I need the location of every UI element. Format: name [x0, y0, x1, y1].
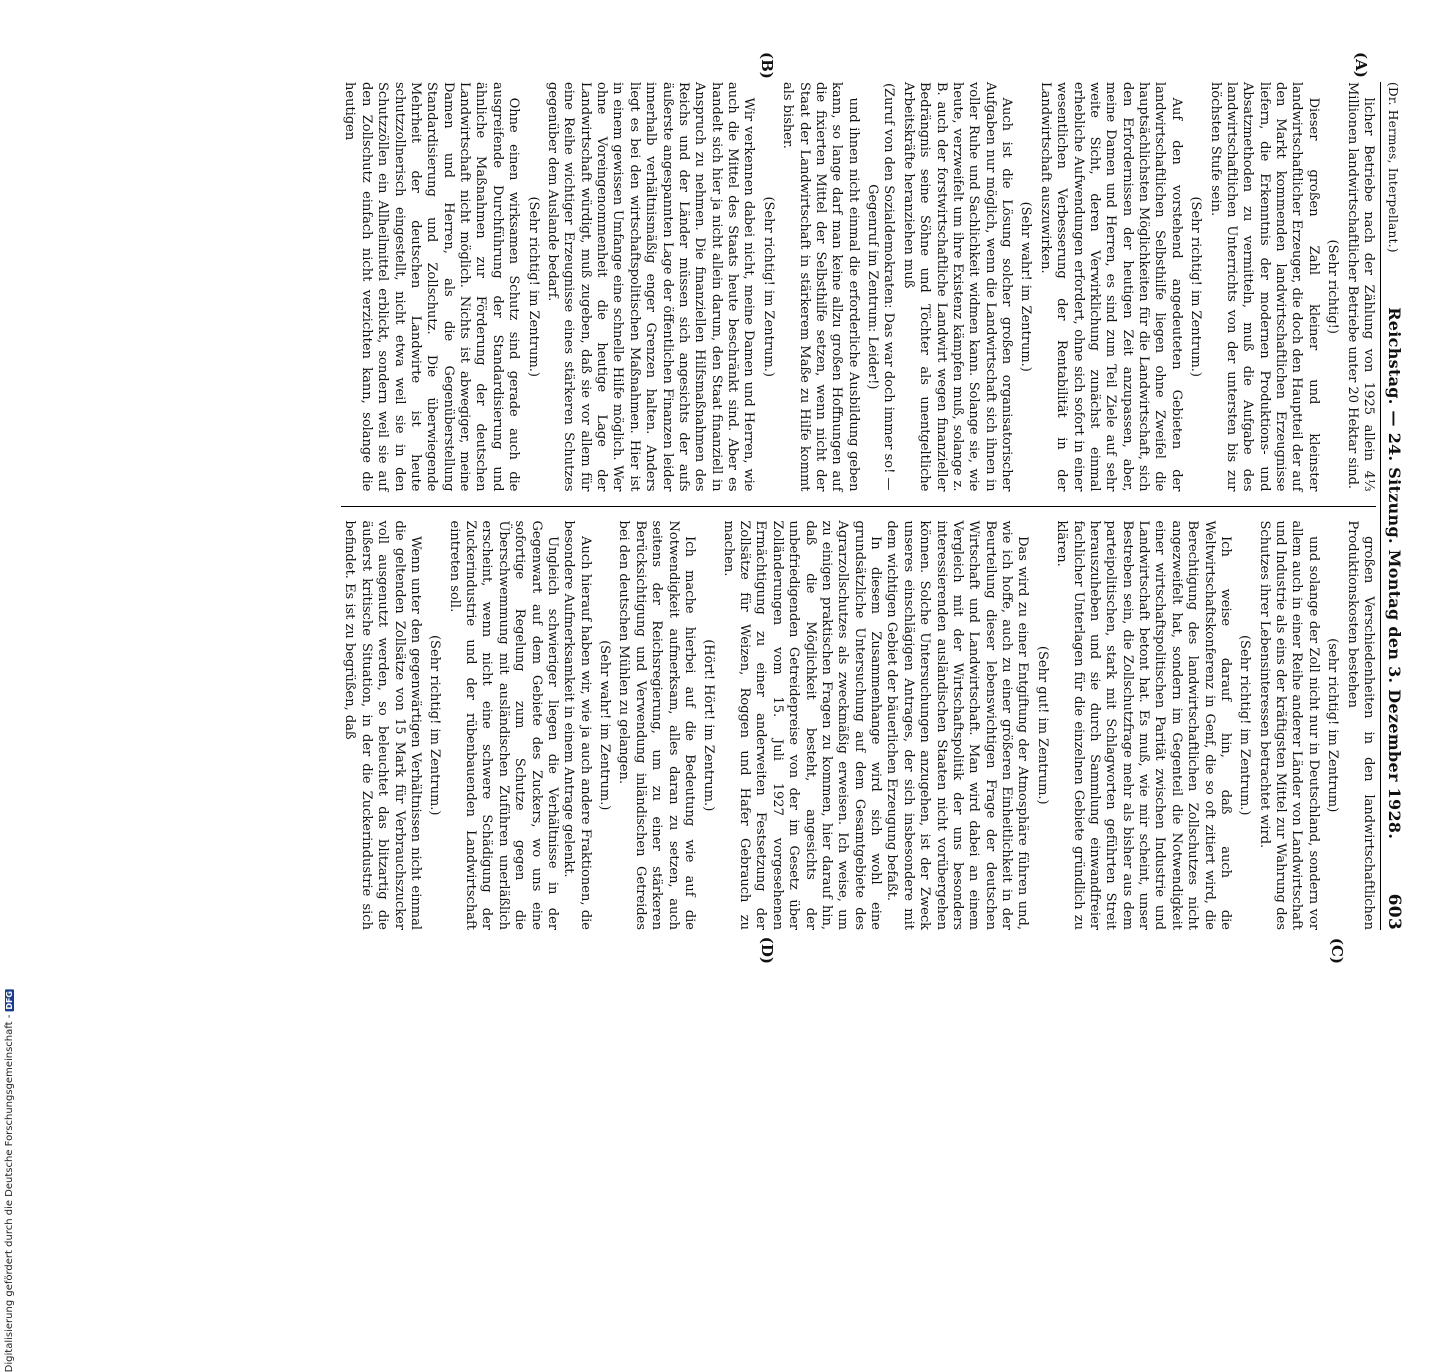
paragraph: Ohne einen wirksamen Schutz sind gerade auch die ausgreifende Durchführung der Standardisierung und ähnliche Maßnahmen zur Förderung der deutschen Landwirtschaft nicht möglich. Nichts ist abwegiger, meine Damen und Herren, als die Gegenüberstellung Standardisierung und Zollschutz. Die überwiegende Mehrheit der deutschen Landwirte ist heute schutzzollnerisch eingestellt, nicht etwa weil sie in den Schutzzöllen ein Allheilmittel erblickt, sondern weil sie auf den Zollschutz einfach nicht verzichten kann, solange die heutigen	[342, 82, 522, 492]
interjection: (Sehr richtig! im Zentrum.)	[525, 196, 541, 378]
margin-marker-b: (B)	[758, 52, 776, 79]
right-column	[341, 521, 1376, 931]
margin-marker-c: (C)	[1328, 937, 1346, 964]
paragraph: Ungleich schwieriger liegen die Verhältnisse in der Gegenwart auf dem Gebiete des Zuckers, wo uns eine sofortige Regelung zum Schutze gegen die Überschwemmung mit ausländischen Zuführen unerläßlich erscheint, wenn nicht eine schwere Schädigung der Zuckerindustrie und der rübenbauenden Landwirtschaft eintreten soll.	[446, 520, 560, 930]
paragraph: Auch ist die Lösung solcher großen organisatorischer Aufgaben nur möglich, wenn die Landwirtschaft sich ihnen in voller Ruhe und Sachlichkeit widmen kann. Solange sie, wie heute, verzweifelt um ihre Existenz kämpfen muß, solange z. B. auch der forstwirtschaftliche Landwirt wegen finanzieller Bedrängnis seine Söhne und Töchter als unentgeltliche Arbeitskräfte heranziehen muß	[900, 82, 1015, 492]
interjection: (Sehr richtig!)	[1325, 239, 1341, 334]
paragraph: Wenn unter den gegenwärtigen Verhältnissen nicht einmal die geltenden Zollsätze von 15 Mark für Verbrauchszucker voll ausgenutzt werden, so beleuchtet das blitzartig die äußerst kritische Situation, in der die Zuckerindustrie sich befindet. Es ist zu begrüßen, daß	[342, 520, 423, 930]
interjection: (Sehr richtig! im Zentrum.)	[427, 634, 443, 816]
column-divider	[341, 506, 1376, 507]
paragraph: und solange der Zoll nicht nur in Deutschland, sondern vor allem auch in einer Reihe anderer Länder von Landwirtschaft und Industrie als eins der kräftigsten Mittel zur Wahrung des Schutzes ihrer Lebensinteressen betrachtet wird.	[1256, 520, 1321, 930]
interjection: (Sehr gut! im Zentrum.)	[1034, 645, 1050, 805]
paragraph: licher Betriebe nach der Zählung von 1925 allein 4⅓ Millionen landwirtschaftlicher Betriebe unter 20 Hektar sind.	[1344, 82, 1376, 492]
document-page	[20, 0, 1420, 1000]
interjection: (Sehr richtig! im Zentrum.)	[760, 196, 776, 378]
interjection: (Zuruf von den Sozialdemokraten: Das war doch immer so! — Gegenruf im Zentrum: Leider!)	[865, 82, 897, 491]
dfg-logo-icon: DFG	[5, 991, 14, 1010]
paragraph: Das wird zu einer Entgiftung der Atmosphäre führen und, wie ich hoffe, auch zu einer größeren Einheitlichkeit in der Beurteilung dieser lebenswichtigen Frage der deutschen Wirtschaft und Landwirtschaft. Man wird dabei an einem Vergleich mit der Wirtschaftspolitik der uns besonders interessierenden ausländischen Staaten nicht vorübergehen können. Solche Untersuchungen anzugehen, ist der Zweck unseres einschlägigen Antrages, der sich insbesondere mit dem wichtigen Gebiet der bäuerlichen Erzeugung befaßt.	[884, 520, 1031, 930]
digitization-credit	[2, 600, 24, 1372]
paragraph: Auch hierauf haben wir, wie ja auch andere Fraktionen, die besondere Aufmerksamkeit in einem Antrage gelenkt.	[561, 520, 593, 930]
paragraph: Auf den vorstehend angedeuteten Gebieten der landwirtschaftlichen Selbsthilfe liegen ohne Zweifel die hauptsächlichsten Möglichkeiten für die Landwirtschaft, sich den Erfordernissen der heutigen Zeit anzupassen, aber, meine Damen und Herren, es sind zum Teil Ziele auf sehr weite Sicht, deren Verwirklichung zunächst einmal erhebliche Aufwendungen erfordert, ohne sich sofort in einer wesentlichen Verbesserung der Rentabilität in der Landwirtschaft auszuwirken.	[1037, 82, 1184, 492]
interjection: (Sehr wahr! im Zentrum.)	[1018, 201, 1034, 372]
paragraph: großen Verschiedenheiten in den landwirtschaftlichen Produktionskosten bestehen	[1344, 520, 1376, 930]
interjection: (Sehr richtig! im Zentrum.)	[1237, 634, 1253, 816]
interjection: (Sehr wahr! im Zentrum.)	[597, 640, 613, 811]
paragraph: Wir verkennen dabei nicht, meine Damen und Herren, wie auch die Mittel des Staats heute beschränkt sind. Aber es handelt sich hier ja nicht allein darum, den Staat finanziell in Anspruch zu nehmen. Die finanziellen Hilfsmaßnahmen des Reichs und der Länder müssen sich angesichts der aufs äußerste angespannten Lage der öffentlichen Finanzen leider innerhalb verhältnismäßig enger Grenzen halten. Anders liegt es bei den wirtschaftspolitischen Maßnahmen. Hier ist in einem gewissen Umfange eine schnelle Hilfe möglich. Wer ohne Voreingenommenheit die heutige Lage der Landwirtschaft würdigt, muß zugeben, daß sie vor allem für eine Reihe wichtiger Erzeugnisse eines stärkeren Schutzes gegenüber dem Auslande bedarf.	[545, 82, 757, 492]
paragraph: und ihnen nicht einmal die erforderliche Ausbildung geben kann, so lange darf man keine allzu großen Hoffnungen auf die fixierten Mittel der Selbsthilfe setzen, wenn nicht der Staat der Landwirtschaft in stärkerem Maße zu Hilfe kommt als bisher.	[780, 82, 861, 492]
page-title: Reichstag. — 24. Sitzung. Montag den 3. Dezember 1928.	[1385, 307, 1404, 840]
left-column	[341, 82, 1376, 492]
margin-marker-a: (A)	[1352, 52, 1370, 78]
credit-text: Digitalisierung gefördert durch die Deutsche Forschungsgemeinschaft -	[4, 1014, 15, 1372]
speaker-reference: (Dr. Hermes, Interpellant.)	[1386, 82, 1400, 253]
interjection: (Hört! Hört! im Zentrum.)	[701, 639, 717, 812]
page-number: 603	[1384, 893, 1404, 930]
text-columns	[341, 52, 1376, 964]
margin-marker-d: (D)	[758, 936, 776, 964]
interjection: (Sehr richtig! im Zentrum.)	[1188, 196, 1204, 378]
interjection: (sehr richtig! im Zentrum)	[1325, 638, 1341, 813]
paragraph: In diesem Zusammenhange wird sich wohl eine grundsätzliche Untersuchung auf dem Gesamtgebiete des Agrarzollschutzes als zweckmäßig erweisen. Ich weise, um zu einigen praktischen Fragen zu kommen, hier darauf hin, daß die Möglichkeit besteht, angesichts der unbefriedigenden Getreidepreise von der im Gesetz über Zolländerungen vom 15. Juli 1927 vorgesehenen Ermächtigung zu einer anderweiten Festsetzung der Zollsätze für Weizen, Roggen und Hafer Gebrauch zu machen.	[720, 520, 884, 930]
paragraph: Ich mache hierbei auf die Bedeutung wie auf die Notwendigkeit aufmerksam, alles daran zu setzen, auch seitens der Reichsregierung, um zu einer stärkeren Berücksichtigung und Verwendung inländischen Getreides bei den deutschen Mühlen zu gelangen.	[616, 520, 697, 930]
paragraph: Ich weise darauf hin, daß auch die Weltwirtschaftskonferenz in Genf, die so oft zitiert wird, die Berechtigung des landwirtschaftlichen Zollschutzes nicht angezweifelt hat, sondern im Gegenteil die Notwendigkeit einer wirtschaftspolitischen Parität zwischen Industrie und Landwirtschaft betont hat. Es muß, wie mir scheint, unser Bestreben sein, die Zollschutzfrage mehr als bisher aus dem parteipolitischen, stark mit Schlagworten geführten Streit herauszuheben und sie durch Sammlung einwandfreier fachlicher Unterlagen für die einzelnen Gebiete gründlich zu klären.	[1054, 520, 1233, 930]
paragraph: Dieser großen Zahl kleiner und kleinster landwirtschaftlicher Erzeuger, die doch den Hauptteil der auf den Markt kommenden landwirtschaftlichen Erzeugnisse liefern, die Erkenntnis der modernen Produktions- und Absatzmethoden zu vermitteln, muß die Aufgabe des landwirtschaftlichen Unterrichts von der untersten bis zur höchsten Stufe sein.	[1207, 82, 1321, 492]
page-header	[1380, 82, 1404, 930]
